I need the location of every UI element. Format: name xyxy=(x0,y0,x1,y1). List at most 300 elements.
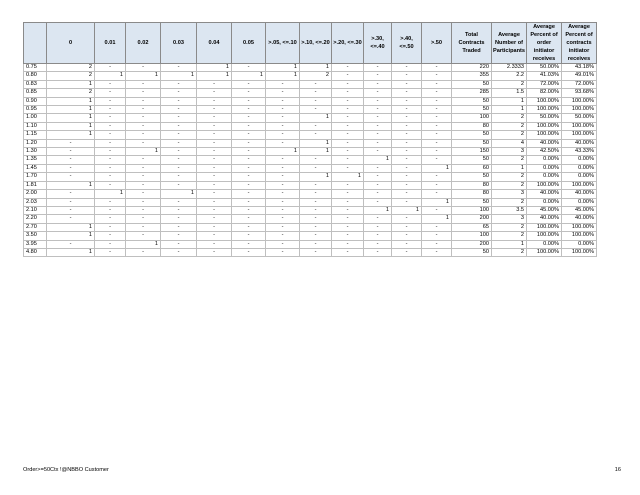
table-cell: 1 xyxy=(422,215,452,223)
table-cell: - xyxy=(232,114,266,122)
table-cell: 1 xyxy=(266,148,300,156)
table-cell: - xyxy=(197,240,232,248)
table-cell: - xyxy=(95,97,126,105)
header-cell: >.30, <=.40 xyxy=(364,23,392,64)
footer-caption: Order>=50Ctx !@NBBO Customer xyxy=(23,467,109,473)
table-cell: 2 xyxy=(492,223,527,231)
table-cell: - xyxy=(95,164,126,172)
table-cell: - xyxy=(332,198,364,206)
table-cell: 1 xyxy=(126,148,161,156)
table-cell: - xyxy=(422,156,452,164)
header-cell: >.10, <=.20 xyxy=(300,23,332,64)
table-cell: - xyxy=(47,215,95,223)
row-label-cell: 2.10 xyxy=(24,206,47,214)
table-cell: 1 xyxy=(300,173,332,181)
table-cell: 1 xyxy=(300,139,332,147)
table-cell: 40.00% xyxy=(562,190,597,198)
table-cell: - xyxy=(332,223,364,231)
table-row xyxy=(24,198,597,206)
table-cell: 100.00% xyxy=(562,248,597,256)
table-cell: 0.00% xyxy=(562,164,597,172)
table-cell: 45.00% xyxy=(562,206,597,214)
table-cell: - xyxy=(332,64,364,72)
table-cell: - xyxy=(332,80,364,88)
table-cell: - xyxy=(266,106,300,114)
table-cell: 100.00% xyxy=(527,232,562,240)
table-cell: - xyxy=(197,164,232,172)
table-row xyxy=(24,190,597,198)
table-cell: - xyxy=(300,248,332,256)
table-cell: - xyxy=(392,106,422,114)
table-cell: - xyxy=(232,206,266,214)
table-cell: 100.00% xyxy=(527,122,562,130)
table-row xyxy=(24,232,597,240)
table-cell: 1 xyxy=(492,106,527,114)
table-cell: 1 xyxy=(47,223,95,231)
table-cell: - xyxy=(364,122,392,130)
table-cell: - xyxy=(300,198,332,206)
table-cell: 1 xyxy=(47,131,95,139)
table-cell: - xyxy=(126,190,161,198)
table-cell: - xyxy=(266,173,300,181)
table-cell: - xyxy=(197,106,232,114)
table-cell: - xyxy=(161,156,197,164)
table-cell: - xyxy=(332,181,364,189)
table-cell: 1 xyxy=(300,148,332,156)
table-row xyxy=(24,240,597,248)
table-cell: 100.00% xyxy=(562,106,597,114)
table-cell: 1 xyxy=(47,80,95,88)
table-cell: - xyxy=(161,198,197,206)
table-cell: - xyxy=(197,131,232,139)
table-cell: - xyxy=(422,232,452,240)
table-cell: - xyxy=(161,139,197,147)
table-cell: 1 xyxy=(47,181,95,189)
table-cell: - xyxy=(161,240,197,248)
table-row xyxy=(24,223,597,231)
table-row xyxy=(24,139,597,147)
row-label-cell: 0.75 xyxy=(24,64,47,72)
table-cell: - xyxy=(161,97,197,105)
table-cell: 49.01% xyxy=(562,72,597,80)
table-cell: - xyxy=(232,164,266,172)
table-cell: - xyxy=(364,215,392,223)
table-cell: - xyxy=(266,122,300,130)
table-cell: - xyxy=(47,173,95,181)
table-cell: 1 xyxy=(47,106,95,114)
table-cell: 100.00% xyxy=(562,223,597,231)
table-cell: - xyxy=(300,106,332,114)
table-cell: - xyxy=(232,106,266,114)
table-cell: - xyxy=(300,190,332,198)
table-cell: - xyxy=(95,64,126,72)
table-cell: 2 xyxy=(492,248,527,256)
table-cell: - xyxy=(126,181,161,189)
table-cell: 100 xyxy=(452,206,492,214)
table-cell: - xyxy=(392,72,422,80)
table-cell: - xyxy=(197,198,232,206)
table-cell: - xyxy=(197,122,232,130)
table-cell: 72.00% xyxy=(527,80,562,88)
table-cell: - xyxy=(332,156,364,164)
table-cell: - xyxy=(232,240,266,248)
table-cell: - xyxy=(364,89,392,97)
table-cell: - xyxy=(126,164,161,172)
table-cell: 0.00% xyxy=(562,240,597,248)
table-cell: - xyxy=(266,232,300,240)
table-cell: 40.00% xyxy=(527,215,562,223)
table-row xyxy=(24,156,597,164)
table-cell: 50 xyxy=(452,248,492,256)
table-cell: - xyxy=(266,215,300,223)
table-cell: - xyxy=(266,80,300,88)
table-cell: 65 xyxy=(452,223,492,231)
table-cell: 0.00% xyxy=(562,173,597,181)
row-label-cell: 0.85 xyxy=(24,89,47,97)
table-cell: - xyxy=(332,122,364,130)
table-cell: 1 xyxy=(47,97,95,105)
table-cell: 0.00% xyxy=(527,173,562,181)
table-cell: - xyxy=(266,181,300,189)
table-cell: 1 xyxy=(392,206,422,214)
table-cell: - xyxy=(332,72,364,80)
table-cell: 72.00% xyxy=(562,80,597,88)
table-cell: - xyxy=(232,89,266,97)
table-cell: 2 xyxy=(492,181,527,189)
table-cell: 93.68% xyxy=(562,89,597,97)
table-cell: 200 xyxy=(452,215,492,223)
table-cell: - xyxy=(364,114,392,122)
table-cell: 50 xyxy=(452,156,492,164)
table-cell: - xyxy=(364,139,392,147)
table-cell: - xyxy=(232,215,266,223)
table-cell: 100.00% xyxy=(562,131,597,139)
table-cell: - xyxy=(364,240,392,248)
table-body xyxy=(24,64,597,257)
table-cell: - xyxy=(392,148,422,156)
table-cell: - xyxy=(126,64,161,72)
table-cell: - xyxy=(95,240,126,248)
table-cell: 1 xyxy=(422,198,452,206)
table-cell: - xyxy=(266,223,300,231)
table-cell: 2.2 xyxy=(492,72,527,80)
table-cell: - xyxy=(95,114,126,122)
table-cell: - xyxy=(392,97,422,105)
table-cell: 1 xyxy=(47,114,95,122)
table-cell: - xyxy=(300,97,332,105)
table-cell: 100 xyxy=(452,114,492,122)
table-cell: - xyxy=(126,156,161,164)
table-cell: - xyxy=(197,156,232,164)
table-cell: - xyxy=(161,148,197,156)
table-cell: 100.00% xyxy=(562,97,597,105)
header-cell: 0.01 xyxy=(95,23,126,64)
table-cell: - xyxy=(95,198,126,206)
table-cell: 100 xyxy=(452,232,492,240)
table-cell: 1 xyxy=(47,248,95,256)
row-label-cell: 1.70 xyxy=(24,173,47,181)
row-label-cell: 2.00 xyxy=(24,190,47,198)
table-cell: - xyxy=(364,164,392,172)
table-cell: - xyxy=(47,206,95,214)
table-cell: 2 xyxy=(492,80,527,88)
table-cell: - xyxy=(232,190,266,198)
header-cell: 0.03 xyxy=(161,23,197,64)
table-cell: 2 xyxy=(492,156,527,164)
table-cell: - xyxy=(266,248,300,256)
table-cell: - xyxy=(392,80,422,88)
table-cell: 1 xyxy=(161,72,197,80)
row-label-cell: 2.03 xyxy=(24,198,47,206)
header-cell: >.40, <=.50 xyxy=(392,23,422,64)
table-cell: - xyxy=(95,206,126,214)
table-cell: - xyxy=(392,181,422,189)
table-cell: - xyxy=(126,173,161,181)
table-row xyxy=(24,206,597,214)
row-label-cell: 1.15 xyxy=(24,131,47,139)
table-cell: - xyxy=(126,248,161,256)
table-cell: - xyxy=(392,248,422,256)
table-cell: 50.00% xyxy=(527,114,562,122)
table-cell: - xyxy=(95,215,126,223)
table-cell: - xyxy=(300,215,332,223)
header-cell: 0.02 xyxy=(126,23,161,64)
table-cell: - xyxy=(161,232,197,240)
row-label-cell: 0.83 xyxy=(24,80,47,88)
header-cell: 0 xyxy=(47,23,95,64)
table-row xyxy=(24,131,597,139)
table-cell: - xyxy=(126,114,161,122)
table-header-row xyxy=(24,23,597,64)
table-row xyxy=(24,64,597,72)
table-cell: - xyxy=(332,164,364,172)
table-cell: - xyxy=(266,139,300,147)
table-cell: - xyxy=(161,89,197,97)
table-cell: - xyxy=(392,173,422,181)
table-cell: 100.00% xyxy=(527,97,562,105)
table-cell: 1 xyxy=(197,64,232,72)
table-cell: - xyxy=(422,80,452,88)
table-cell: - xyxy=(232,64,266,72)
table-cell: 2 xyxy=(492,131,527,139)
table-cell: 50 xyxy=(452,131,492,139)
table-cell: 1 xyxy=(332,173,364,181)
table-cell: - xyxy=(197,114,232,122)
header-cell: Average Number of Participants xyxy=(492,23,527,64)
table-cell: 150 xyxy=(452,148,492,156)
table-cell: 50 xyxy=(452,106,492,114)
table-cell: - xyxy=(95,80,126,88)
table-cell: - xyxy=(161,173,197,181)
table-cell: - xyxy=(422,89,452,97)
table-cell: - xyxy=(422,97,452,105)
table-row xyxy=(24,148,597,156)
table-cell: 1 xyxy=(364,156,392,164)
table-cell: 2.3333 xyxy=(492,64,527,72)
table-cell: - xyxy=(332,232,364,240)
table-cell: - xyxy=(332,106,364,114)
table-cell: 1 xyxy=(47,122,95,130)
table-cell: - xyxy=(392,164,422,172)
table-cell: - xyxy=(95,148,126,156)
header-cell: 0.04 xyxy=(197,23,232,64)
table-cell: 40.00% xyxy=(562,215,597,223)
table-cell: - xyxy=(161,80,197,88)
table-cell: 0.00% xyxy=(527,164,562,172)
row-label-cell: 3.50 xyxy=(24,232,47,240)
table-cell: - xyxy=(300,223,332,231)
table-cell: - xyxy=(95,139,126,147)
table-cell: - xyxy=(422,139,452,147)
table-cell: - xyxy=(332,190,364,198)
table-row xyxy=(24,164,597,172)
table-row xyxy=(24,215,597,223)
table-cell: 2 xyxy=(492,198,527,206)
table-cell: - xyxy=(422,148,452,156)
table-cell: - xyxy=(422,122,452,130)
table-cell: - xyxy=(392,89,422,97)
table-cell: - xyxy=(364,72,392,80)
table-cell: - xyxy=(392,64,422,72)
table-cell: 1 xyxy=(47,232,95,240)
table-cell: - xyxy=(232,232,266,240)
table-cell: - xyxy=(232,97,266,105)
table-cell: 80 xyxy=(452,181,492,189)
table-cell: - xyxy=(392,232,422,240)
table-cell: - xyxy=(197,223,232,231)
table-cell: - xyxy=(126,215,161,223)
table-cell: 50 xyxy=(452,173,492,181)
table-cell: 2 xyxy=(47,72,95,80)
table-cell: - xyxy=(364,198,392,206)
table-cell: 100.00% xyxy=(527,248,562,256)
table-row xyxy=(24,89,597,97)
table-cell: - xyxy=(422,106,452,114)
table-row xyxy=(24,173,597,181)
table-cell: - xyxy=(161,181,197,189)
row-label-cell: 0.80 xyxy=(24,72,47,80)
table-row xyxy=(24,97,597,105)
table-cell: 355 xyxy=(452,72,492,80)
table-cell: - xyxy=(422,240,452,248)
table-cell: - xyxy=(47,148,95,156)
table-cell: - xyxy=(126,206,161,214)
table-cell: - xyxy=(300,156,332,164)
table-cell: - xyxy=(126,80,161,88)
table-cell: - xyxy=(332,139,364,147)
table-cell: - xyxy=(364,97,392,105)
table-cell: 1 xyxy=(95,72,126,80)
table-cell: - xyxy=(266,156,300,164)
table-cell: 43.33% xyxy=(562,148,597,156)
table-cell: 100.00% xyxy=(527,131,562,139)
table-cell: 50.00% xyxy=(562,114,597,122)
table-cell: 100.00% xyxy=(527,181,562,189)
table-cell: 0.00% xyxy=(527,156,562,164)
table-cell: - xyxy=(47,139,95,147)
table-cell: 60 xyxy=(452,164,492,172)
table-cell: 100.00% xyxy=(562,122,597,130)
table-cell: - xyxy=(392,156,422,164)
table-cell: - xyxy=(95,248,126,256)
table-cell: 50.00% xyxy=(527,64,562,72)
table-cell: 200 xyxy=(452,240,492,248)
table-cell: 100.00% xyxy=(562,232,597,240)
table-cell: - xyxy=(126,97,161,105)
table-cell: - xyxy=(422,223,452,231)
table-cell: - xyxy=(161,64,197,72)
table-cell: - xyxy=(300,232,332,240)
table-cell: - xyxy=(364,106,392,114)
table-cell: - xyxy=(364,64,392,72)
table-cell: 0.00% xyxy=(527,240,562,248)
table-cell: - xyxy=(364,232,392,240)
table-cell: 1 xyxy=(300,114,332,122)
table-cell: - xyxy=(422,206,452,214)
table-cell: - xyxy=(232,248,266,256)
table-cell: - xyxy=(161,223,197,231)
table-cell: - xyxy=(332,97,364,105)
table-cell: - xyxy=(422,64,452,72)
header-cell-price xyxy=(24,23,47,64)
table-cell: - xyxy=(95,122,126,130)
table-cell: - xyxy=(232,156,266,164)
table-cell: - xyxy=(364,173,392,181)
table-cell: - xyxy=(422,181,452,189)
table-cell: - xyxy=(95,232,126,240)
header-cell: >.50 xyxy=(422,23,452,64)
table-cell: - xyxy=(197,190,232,198)
table-row xyxy=(24,80,597,88)
table-cell: 2 xyxy=(492,173,527,181)
table-cell: - xyxy=(392,198,422,206)
table-cell: - xyxy=(300,131,332,139)
table-cell: - xyxy=(232,198,266,206)
table-row xyxy=(24,122,597,130)
table-cell: - xyxy=(95,106,126,114)
table-cell: - xyxy=(332,240,364,248)
table-cell: - xyxy=(47,156,95,164)
table-cell: - xyxy=(422,131,452,139)
table-cell: - xyxy=(197,181,232,189)
table-cell: - xyxy=(300,206,332,214)
table-cell: - xyxy=(161,131,197,139)
table-cell: 1 xyxy=(232,72,266,80)
table-cell: 2 xyxy=(300,72,332,80)
table-cell: 50 xyxy=(452,139,492,147)
table-cell: 2 xyxy=(47,89,95,97)
header-cell: Average Percent of order initiator receives xyxy=(527,23,562,64)
table-cell: - xyxy=(197,97,232,105)
table-cell: - xyxy=(332,248,364,256)
table-cell: - xyxy=(232,139,266,147)
table-cell: - xyxy=(392,223,422,231)
table-cell: 42.50% xyxy=(527,148,562,156)
table-cell: 4 xyxy=(492,139,527,147)
table-cell: - xyxy=(232,181,266,189)
table-cell: - xyxy=(197,89,232,97)
table-cell: - xyxy=(422,72,452,80)
table-cell: - xyxy=(161,206,197,214)
table-cell: 1 xyxy=(364,206,392,214)
table-cell: - xyxy=(332,206,364,214)
table-cell: - xyxy=(332,215,364,223)
table-cell: 220 xyxy=(452,64,492,72)
table-cell: 50 xyxy=(452,198,492,206)
table-cell: - xyxy=(47,240,95,248)
header-cell: 0.05 xyxy=(232,23,266,64)
table-cell: - xyxy=(266,114,300,122)
